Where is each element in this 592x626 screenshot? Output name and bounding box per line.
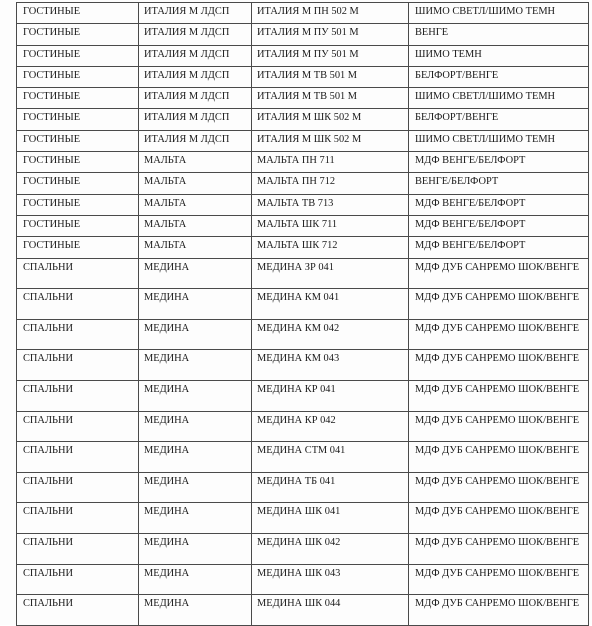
finish-cell: ШИМО СВЕТЛ/ШИМО ТЕМН — [409, 88, 589, 109]
collection-cell: ИТАЛИЯ М ЛДСП — [139, 66, 252, 87]
item-code-cell: МАЛЬТА ШК 712 — [252, 237, 409, 258]
product-table — [16, 2, 589, 626]
item-code-cell: МЕДИНА СТМ 041 — [252, 442, 409, 473]
category-cell: СПАЛЬНИ — [17, 380, 139, 411]
item-code-cell: МАЛЬТА ПН 711 — [252, 152, 409, 173]
finish-cell: МДФ ДУБ САНРЕМО ШОК/ВЕНГЕ — [409, 564, 589, 595]
collection-cell: МЕДИНА — [139, 350, 252, 381]
item-code-cell: ИТАЛИЯ М ШК 502 М — [252, 109, 409, 130]
finish-cell: ШИМО СВЕТЛ/ШИМО ТЕМН — [409, 3, 589, 24]
collection-cell: ИТАЛИЯ М ЛДСП — [139, 109, 252, 130]
table-row — [17, 442, 589, 473]
category-cell: СПАЛЬНИ — [17, 533, 139, 564]
collection-cell: МЕДИНА — [139, 595, 252, 626]
category-cell: ГОСТИНЫЕ — [17, 237, 139, 258]
collection-cell: МЕДИНА — [139, 533, 252, 564]
collection-cell: МЕДИНА — [139, 289, 252, 320]
collection-cell: МАЛЬТА — [139, 194, 252, 215]
collection-cell: ИТАЛИЯ М ЛДСП — [139, 130, 252, 151]
collection-cell: МЕДИНА — [139, 411, 252, 442]
table-row — [17, 380, 589, 411]
finish-cell: МДФ ДУБ САНРЕМО ШОК/ВЕНГЕ — [409, 442, 589, 473]
collection-cell: МЕДИНА — [139, 503, 252, 534]
item-code-cell: ИТАЛИЯ М ТВ 501 М — [252, 88, 409, 109]
collection-cell: ИТАЛИЯ М ЛДСП — [139, 3, 252, 24]
finish-cell: МДФ ВЕНГЕ/БЕЛФОРТ — [409, 237, 589, 258]
category-cell: СПАЛЬНИ — [17, 319, 139, 350]
collection-cell: ИТАЛИЯ М ЛДСП — [139, 88, 252, 109]
table-row — [17, 152, 589, 173]
finish-cell: МДФ ДУБ САНРЕМО ШОК/ВЕНГЕ — [409, 289, 589, 320]
item-code-cell: ИТАЛИЯ М ПН 502 М — [252, 3, 409, 24]
item-code-cell: МЕДИНА ЗР 041 — [252, 258, 409, 289]
finish-cell: МДФ ДУБ САНРЕМО ШОК/ВЕНГЕ — [409, 258, 589, 289]
finish-cell: БЕЛФОРТ/ВЕНГЕ — [409, 66, 589, 87]
finish-cell: ШИМО СВЕТЛ/ШИМО ТЕМН — [409, 130, 589, 151]
table-row — [17, 194, 589, 215]
category-cell: ГОСТИНЫЕ — [17, 88, 139, 109]
collection-cell: МАЛЬТА — [139, 173, 252, 194]
collection-cell: МЕДИНА — [139, 472, 252, 503]
item-code-cell: МАЛЬТА ПН 712 — [252, 173, 409, 194]
category-cell: СПАЛЬНИ — [17, 503, 139, 534]
category-cell: ГОСТИНЫЕ — [17, 3, 139, 24]
collection-cell: МЕДИНА — [139, 258, 252, 289]
finish-cell: МДФ ДУБ САНРЕМО ШОК/ВЕНГЕ — [409, 472, 589, 503]
category-cell: СПАЛЬНИ — [17, 258, 139, 289]
finish-cell: МДФ ДУБ САНРЕМО ШОК/ВЕНГЕ — [409, 533, 589, 564]
finish-cell: МДФ ДУБ САНРЕМО ШОК/ВЕНГЕ — [409, 319, 589, 350]
table-row — [17, 503, 589, 534]
table-row — [17, 3, 589, 24]
item-code-cell: МАЛЬТА ШК 711 — [252, 215, 409, 236]
item-code-cell: ИТАЛИЯ М ПУ 501 М — [252, 24, 409, 45]
finish-cell: МДФ ВЕНГЕ/БЕЛФОРТ — [409, 194, 589, 215]
item-code-cell: МЕДИНА КМ 043 — [252, 350, 409, 381]
category-cell: СПАЛЬНИ — [17, 595, 139, 626]
finish-cell: ШИМО ТЕМН — [409, 45, 589, 66]
collection-cell: МЕДИНА — [139, 442, 252, 473]
category-cell: ГОСТИНЫЕ — [17, 130, 139, 151]
table-row — [17, 319, 589, 350]
category-cell: ГОСТИНЫЕ — [17, 152, 139, 173]
table-row — [17, 595, 589, 626]
category-cell: ГОСТИНЫЕ — [17, 24, 139, 45]
category-cell: СПАЛЬНИ — [17, 411, 139, 442]
table-row — [17, 130, 589, 151]
category-cell: ГОСТИНЫЕ — [17, 66, 139, 87]
category-cell: ГОСТИНЫЕ — [17, 215, 139, 236]
collection-cell: МЕДИНА — [139, 319, 252, 350]
table-row — [17, 258, 589, 289]
finish-cell: МДФ ВЕНГЕ/БЕЛФОРТ — [409, 152, 589, 173]
category-cell: ГОСТИНЫЕ — [17, 194, 139, 215]
table-row — [17, 45, 589, 66]
finish-cell: МДФ ДУБ САНРЕМО ШОК/ВЕНГЕ — [409, 411, 589, 442]
table-row — [17, 24, 589, 45]
collection-cell: ИТАЛИЯ М ЛДСП — [139, 45, 252, 66]
finish-cell: МДФ ДУБ САНРЕМО ШОК/ВЕНГЕ — [409, 595, 589, 626]
item-code-cell: ИТАЛИЯ М ПУ 501 М — [252, 45, 409, 66]
category-cell: СПАЛЬНИ — [17, 472, 139, 503]
collection-cell: ИТАЛИЯ М ЛДСП — [139, 24, 252, 45]
finish-cell: МДФ ДУБ САНРЕМО ШОК/ВЕНГЕ — [409, 380, 589, 411]
item-code-cell: МЕДИНА ШК 042 — [252, 533, 409, 564]
table-row — [17, 289, 589, 320]
finish-cell: МДФ ДУБ САНРЕМО ШОК/ВЕНГЕ — [409, 503, 589, 534]
table-row — [17, 472, 589, 503]
finish-cell: БЕЛФОРТ/ВЕНГЕ — [409, 109, 589, 130]
finish-cell: МДФ ВЕНГЕ/БЕЛФОРТ — [409, 215, 589, 236]
item-code-cell: ИТАЛИЯ М ШК 502 М — [252, 130, 409, 151]
category-cell: ГОСТИНЫЕ — [17, 45, 139, 66]
category-cell: СПАЛЬНИ — [17, 564, 139, 595]
collection-cell: МЕДИНА — [139, 564, 252, 595]
category-cell: СПАЛЬНИ — [17, 289, 139, 320]
collection-cell: МАЛЬТА — [139, 152, 252, 173]
collection-cell: МАЛЬТА — [139, 237, 252, 258]
table-row — [17, 411, 589, 442]
table-row — [17, 215, 589, 236]
product-table-body — [17, 3, 589, 626]
table-row — [17, 66, 589, 87]
table-row — [17, 173, 589, 194]
category-cell: ГОСТИНЫЕ — [17, 173, 139, 194]
item-code-cell: МЕДИНА ШК 041 — [252, 503, 409, 534]
item-code-cell: МЕДИНА ШК 043 — [252, 564, 409, 595]
item-code-cell: МЕДИНА КР 042 — [252, 411, 409, 442]
finish-cell: ВЕНГЕ — [409, 24, 589, 45]
table-row — [17, 237, 589, 258]
item-code-cell: МЕДИНА КР 041 — [252, 380, 409, 411]
category-cell: ГОСТИНЫЕ — [17, 109, 139, 130]
table-row — [17, 88, 589, 109]
table-row — [17, 533, 589, 564]
collection-cell: МЕДИНА — [139, 380, 252, 411]
category-cell: СПАЛЬНИ — [17, 442, 139, 473]
finish-cell: ВЕНГЕ/БЕЛФОРТ — [409, 173, 589, 194]
category-cell: СПАЛЬНИ — [17, 350, 139, 381]
item-code-cell: МЕДИНА ШК 044 — [252, 595, 409, 626]
table-row — [17, 109, 589, 130]
table-row — [17, 564, 589, 595]
item-code-cell: ИТАЛИЯ М ТВ 501 М — [252, 66, 409, 87]
item-code-cell: МАЛЬТА ТВ 713 — [252, 194, 409, 215]
item-code-cell: МЕДИНА КМ 042 — [252, 319, 409, 350]
item-code-cell: МЕДИНА КМ 041 — [252, 289, 409, 320]
table-row — [17, 350, 589, 381]
finish-cell: МДФ ДУБ САНРЕМО ШОК/ВЕНГЕ — [409, 350, 589, 381]
collection-cell: МАЛЬТА — [139, 215, 252, 236]
item-code-cell: МЕДИНА ТБ 041 — [252, 472, 409, 503]
